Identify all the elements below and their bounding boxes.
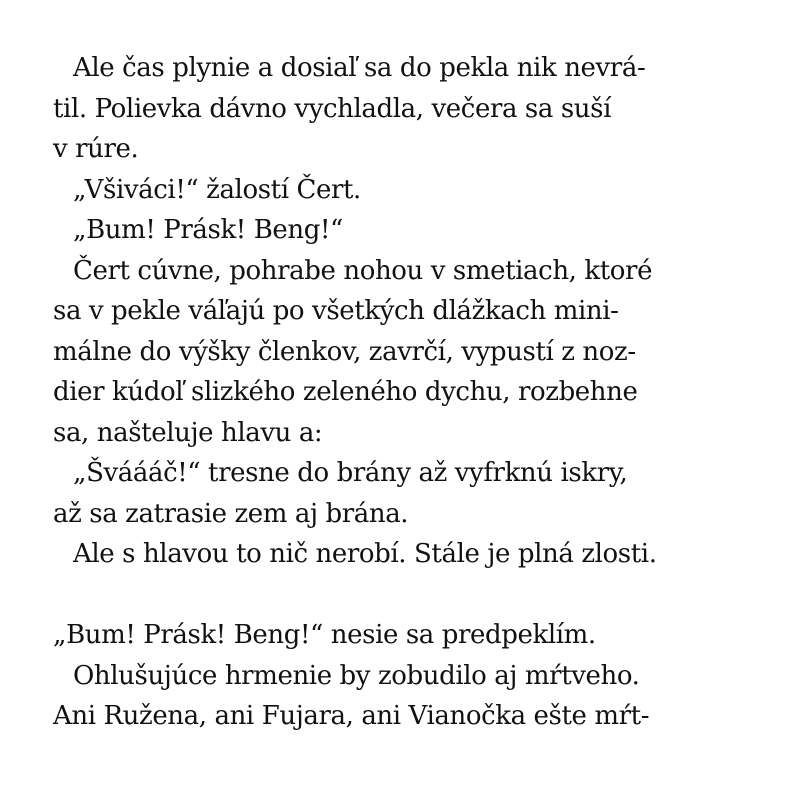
text-line: Ohlušujúce hrmenie by zobudilo aj mŕtveho.: [73, 660, 640, 691]
text-line: sa v pekle váľajú po všetkých dlážkach mini-: [53, 296, 619, 326]
text-line: Ale čas plynie a dosiaľ sa do pekla nik nevrá-: [73, 53, 646, 83]
text-line: til. Polievka dávno vychladla, večera sa suší: [53, 93, 611, 124]
paragraph-gap: [53, 575, 753, 616]
text-line: až sa zatrasie zem aj brána.: [53, 498, 409, 529]
text-line: sa, našteluje hlavu a:: [53, 417, 323, 448]
text-line: „Šváááč!“ tresne do brány až vyfrknú iskry,: [73, 458, 628, 488]
text-line: dier kúdoľ slizkého zeleného dychu, rozbehne: [53, 377, 638, 407]
text-line: „Bum! Prásk! Beng!“: [73, 215, 343, 245]
text-line: málne do výšky členkov, zavrčí, vypustí z noz-: [53, 336, 636, 367]
text-line: „Všiváci!“ žalostí Čert.: [73, 174, 361, 205]
text-line: Ani Ružena, ani Fujara, ani Vianočka ešte mŕt-: [53, 701, 650, 731]
text-line: v rúre.: [53, 134, 139, 164]
text-line: Čert cúvne, pohrabe nohou v smetiach, ktoré: [73, 255, 653, 286]
body-text: [53, 48, 753, 737]
text-line: „Bum! Prásk! Beng!“ nesie sa predpeklím.: [53, 620, 596, 650]
text-line: Ale s hlavou to nič nerobí. Stále je plná zlosti.: [73, 539, 657, 569]
